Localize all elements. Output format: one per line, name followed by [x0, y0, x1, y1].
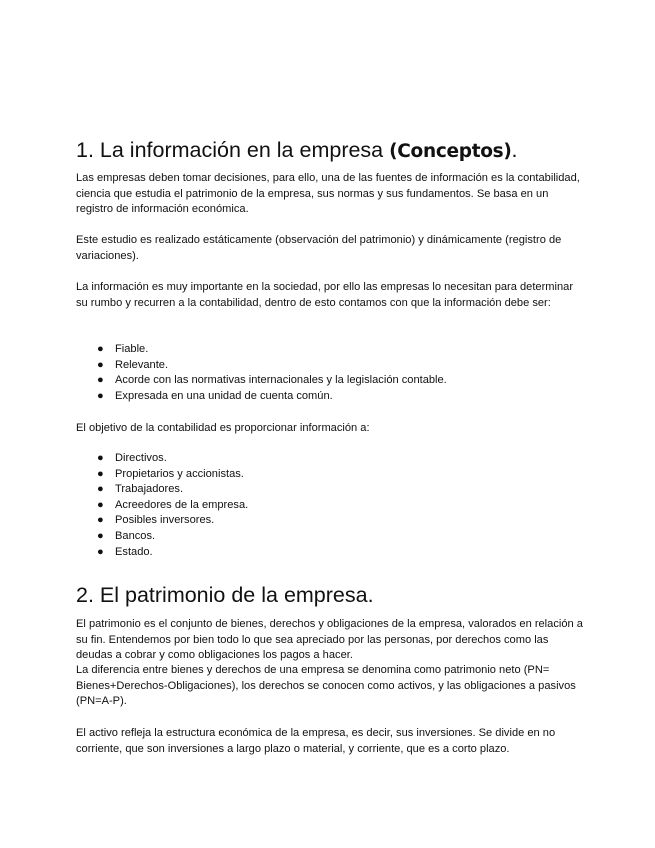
list-item: [97, 389, 447, 405]
list-item-text: Bancos.: [115, 529, 156, 542]
bullet-icon: ●: [97, 498, 104, 511]
list-item: [97, 498, 248, 514]
section-2-paragraph-2: La diferencia entre bienes y derechos de una empresa se denomina como patrimonio neto (PN= Bienes+Derechos-Obligaciones), los derechos se conocen como activos, y las obligaciones a pasivos (PN=A-P).: [76, 664, 576, 708]
list-item: [97, 482, 248, 498]
list-item: [97, 373, 447, 389]
list-item-text: Estado.: [115, 545, 153, 558]
list-item-text: Posibles inversores.: [115, 514, 215, 527]
section-2-paragraph-3: El activo refleja la estructura económica de la empresa, es decir, sus inversiones. Se divide en no corriente, que son inversiones a largo plazo o material, y corriente, que es a corto plazo.: [76, 727, 556, 755]
list-item: [97, 358, 447, 374]
information-qualities-list: [97, 342, 447, 404]
list-item-text: Propietarios y accionistas.: [115, 467, 244, 480]
bullet-icon: ●: [97, 514, 104, 527]
bullet-icon: ●: [97, 483, 104, 496]
section-1-title-emphasis: (Conceptos): [389, 141, 512, 162]
section-1-paragraph-3: La información es muy importante en la sociedad, por ello las empresas lo necesitan para determinar su rumbo y recurren a la contabilidad, dentro de esto contamos con que la información debe ser:: [76, 281, 574, 309]
bullet-icon: ●: [97, 529, 104, 542]
bullet-icon: ●: [97, 343, 104, 355]
list-item-text: Acorde con las normativas internacionales y la legislación contable.: [115, 374, 447, 387]
list-item: [97, 451, 248, 467]
list-item-text: Trabajadores.: [115, 483, 184, 496]
recipients-list: [97, 451, 248, 560]
section-1-paragraph-2: Este estudio es realizado estáticamente (observación del patrimonio) y dinámicamente (registro de variaciones).: [76, 234, 562, 262]
section-2-heading: [76, 582, 374, 608]
list-item-text: Fiable.: [115, 343, 149, 355]
bullet-icon: ●: [97, 358, 104, 371]
list-item: [97, 467, 248, 483]
bullet-icon: ●: [97, 389, 104, 402]
bullet-icon: ●: [97, 452, 104, 464]
section-1-title-end: .: [511, 138, 518, 162]
section-1-title: 1. La información en la empresa: [76, 138, 390, 162]
section-1-paragraph-1: Las empresas deben tomar decisiones, para ello, una de las fuentes de información es la contabilidad, ciencia que estudia el patrimonio de la empresa, sus normas y sus fundamentos. Se basa en un registro de información económica.: [76, 172, 580, 216]
section-1-paragraph-4: El objetivo de la contabilidad es proporcionar información a:: [76, 422, 370, 434]
list-item: [97, 513, 248, 529]
list-item-text: Relevante.: [115, 358, 169, 371]
bullet-icon: ●: [97, 467, 104, 480]
list-item-text: Expresada en una unidad de cuenta común.: [115, 389, 333, 402]
bullet-icon: ●: [97, 545, 104, 558]
section-2-paragraph-1: El patrimonio es el conjunto de bienes, derechos y obligaciones de la empresa, valorados en relación a su fin. Entendemos por bien todo lo que sea apreciado por las personas, por derechos como las deudas a cobrar y como obligaciones los pagos a hacer.: [76, 618, 583, 662]
list-item: [97, 529, 248, 545]
section-2-title: 2. El patrimonio de la empresa.: [76, 583, 374, 607]
section-1-heading: [76, 137, 518, 165]
bullet-icon: ●: [97, 374, 104, 387]
list-item: [97, 342, 447, 358]
list-item-text: Acreedores de la empresa.: [115, 498, 249, 511]
list-item-text: Directivos.: [115, 452, 167, 464]
list-item: [97, 545, 248, 561]
